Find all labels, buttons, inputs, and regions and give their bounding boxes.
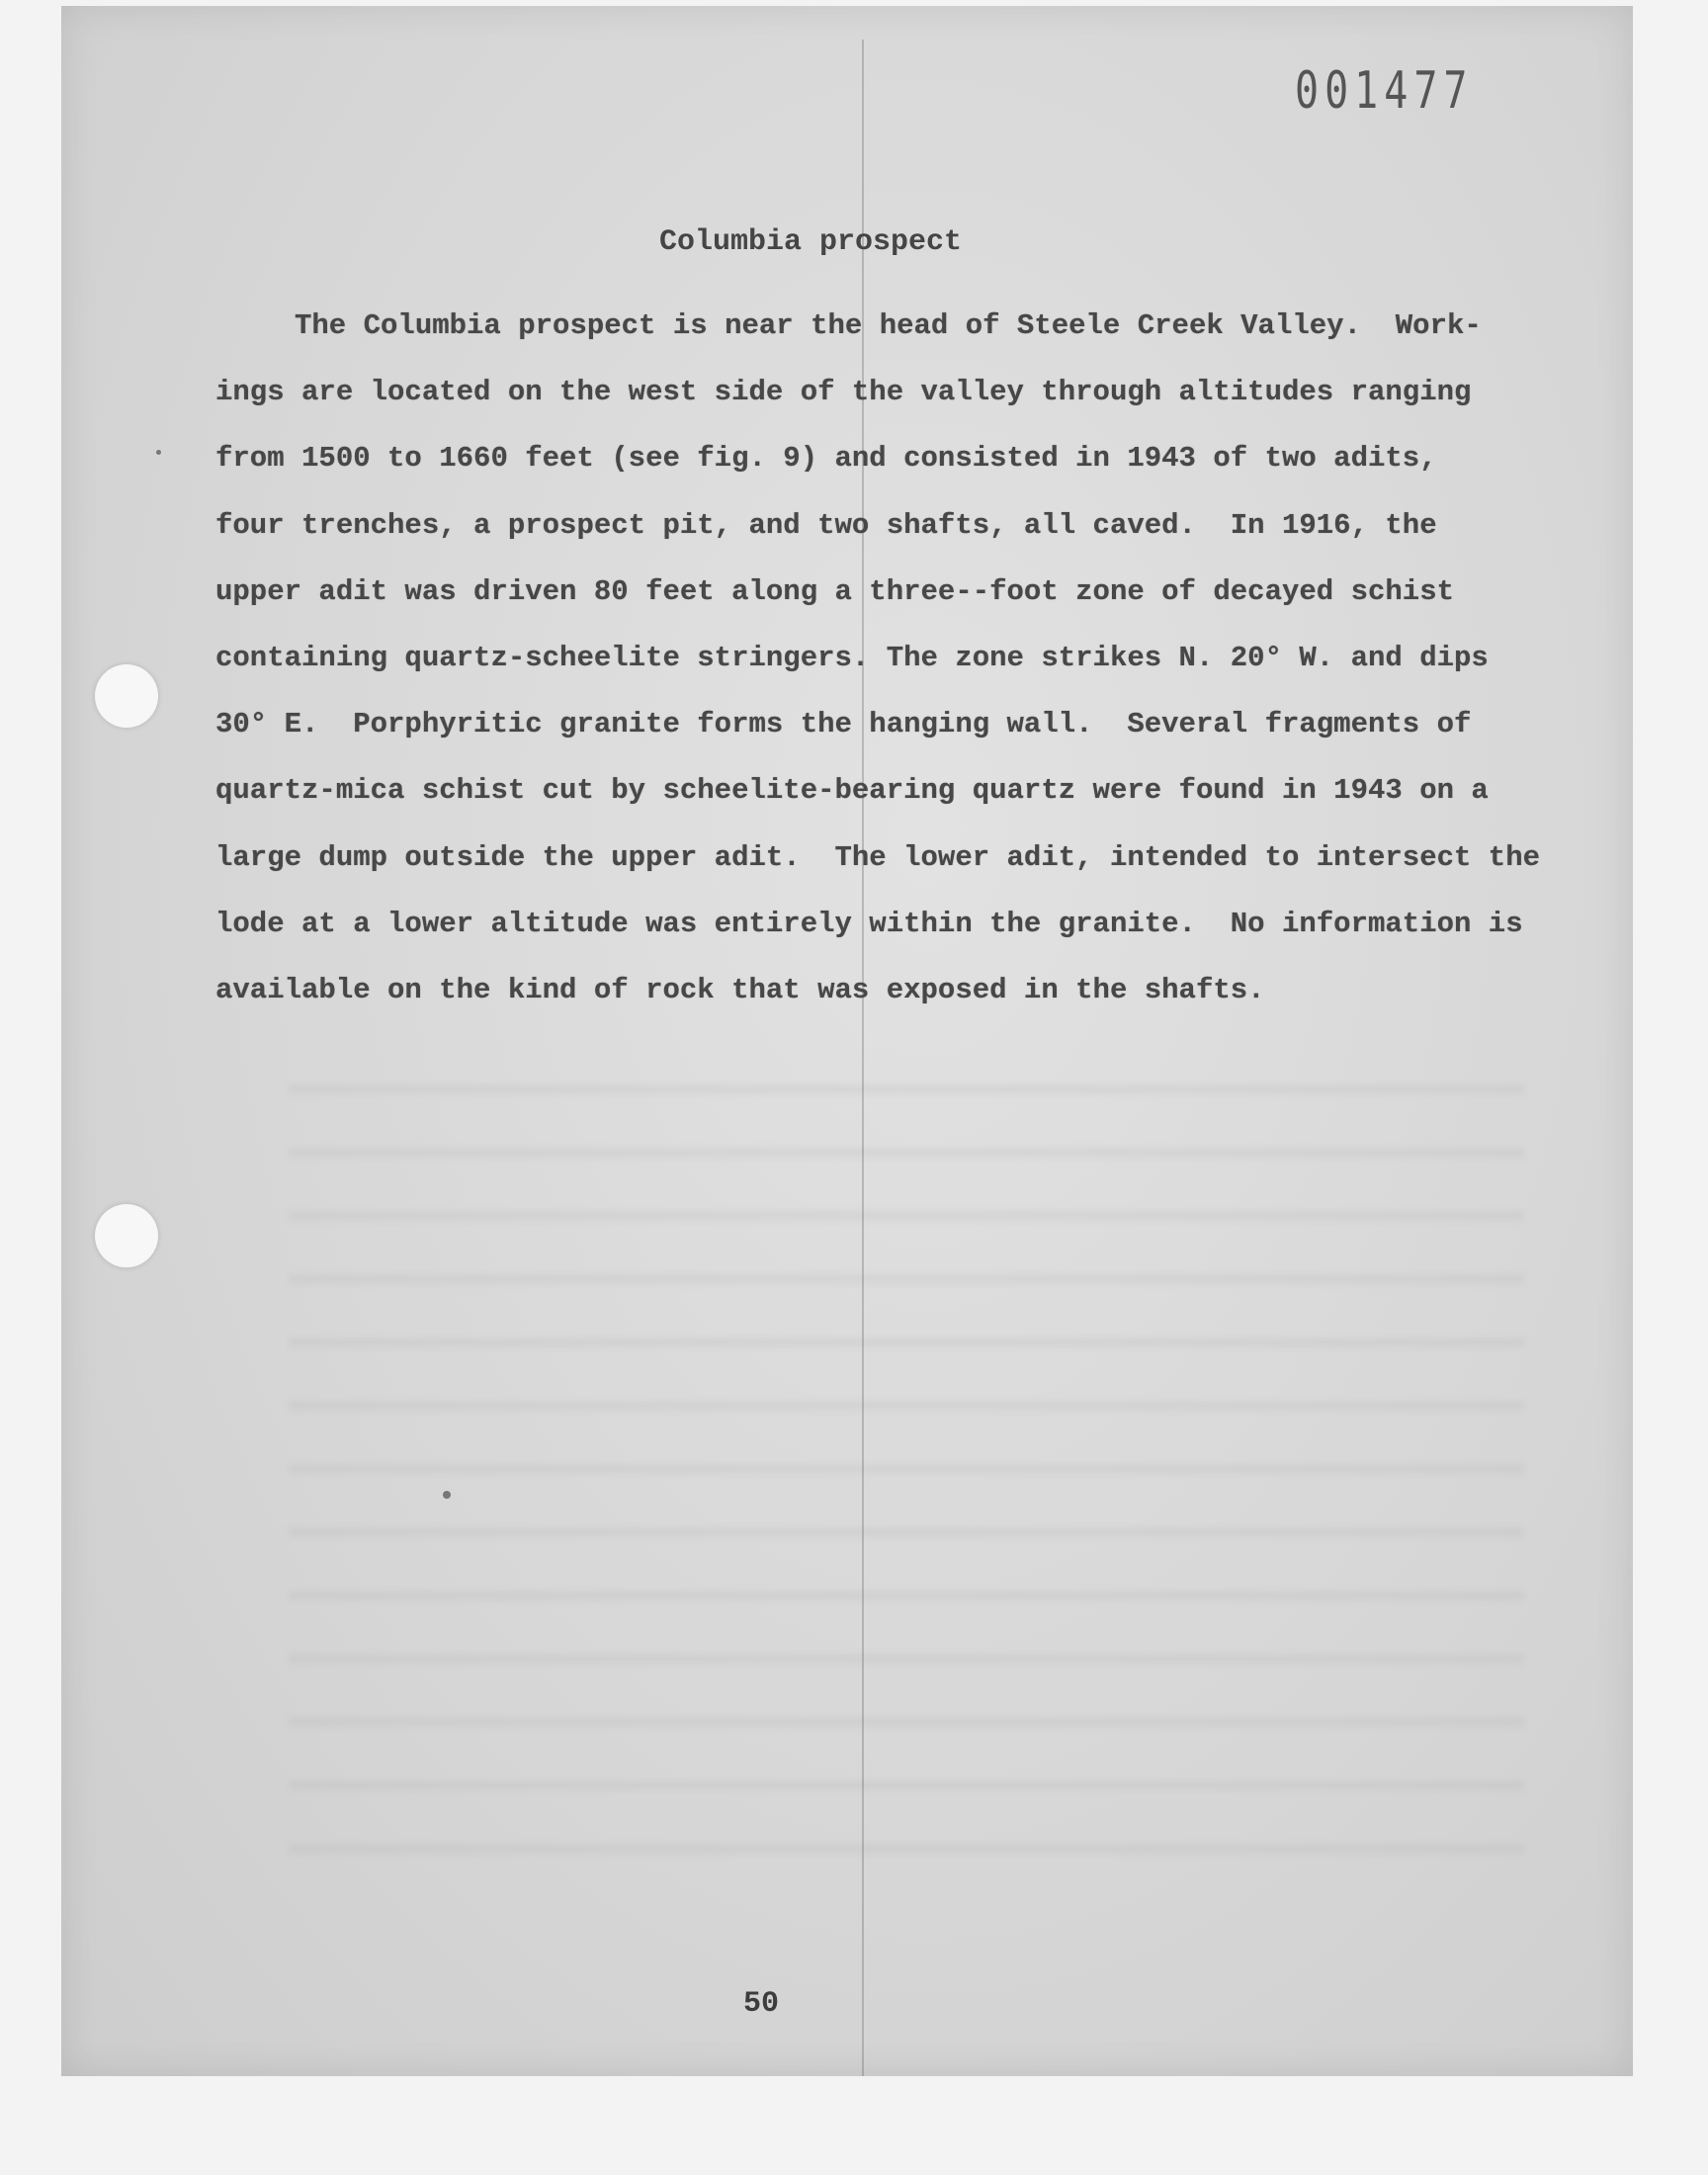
ink-speck: [443, 1491, 451, 1499]
page-number: 50: [743, 1987, 780, 2021]
text-line: The Columbia prospect is near the head of Steele Creek Valley. Work-: [295, 309, 1482, 342]
text-line: from 1500 to 1660 feet (see fig. 9) and consisted in 1943 of two adits,: [215, 442, 1437, 476]
text-line: lode at a lower altitude was entirely within the granite. No information is: [215, 907, 1523, 940]
text-line: upper adit was driven 80 feet along a three--foot zone of decayed schist: [215, 574, 1455, 608]
text-line: containing quartz-scheelite stringers. The zone strikes N. 20° W. and dips: [215, 642, 1489, 675]
text-line: 30° E. Porphyritic granite forms the hanging wall. Several fragments of: [215, 708, 1472, 741]
punch-hole-lower: [95, 1204, 158, 1267]
document-number: 001477: [1295, 61, 1474, 121]
punch-hole-upper: [95, 664, 158, 728]
bleed-through-shadow: [289, 1034, 1524, 1904]
text-line: four trenches, a prospect pit, and two shafts, all caved. In 1916, the: [215, 508, 1437, 542]
text-line: available on the kind of rock that was exposed in the shafts.: [215, 974, 1265, 1007]
body-paragraph: [215, 293, 1541, 1023]
text-line: quartz-mica schist cut by scheelite-bearing quartz were found in 1943 on a: [215, 774, 1489, 808]
text-line: ings are located on the west side of the valley through altitudes ranging: [215, 376, 1472, 409]
text-line: large dump outside the upper adit. The lower adit, intended to intersect the: [215, 840, 1541, 874]
section-title: Columbia prospect: [658, 225, 963, 259]
ink-speck: [156, 450, 161, 455]
